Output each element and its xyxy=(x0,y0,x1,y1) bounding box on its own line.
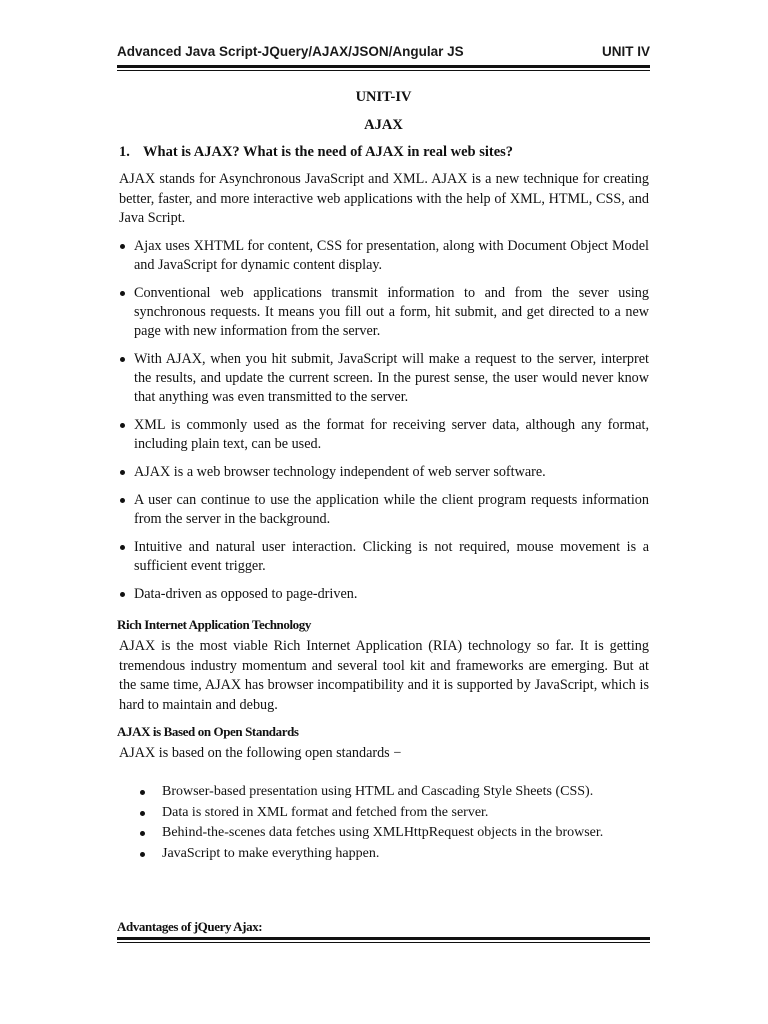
footer-rule-thin xyxy=(117,942,650,943)
list-item-text: Intuitive and natural user interaction. Clicking is not required, mouse movement is a sufficient event trigger. xyxy=(134,539,649,574)
list-item xyxy=(119,585,649,604)
list-item xyxy=(119,463,649,482)
bullet-icon xyxy=(140,811,145,816)
header-rule-thick xyxy=(117,65,650,68)
question-number: 1. xyxy=(119,144,130,160)
list-item xyxy=(139,844,659,865)
intro-paragraph: AJAX stands for Asynchronous JavaScript and XML. AJAX is a new technique for creating better, faster, and more interactive web applications with the help of XML, HTML, CSS, and Java Script. xyxy=(119,171,649,226)
bullet-icon xyxy=(120,498,125,503)
bullet-icon xyxy=(120,423,125,428)
list-item xyxy=(139,803,659,824)
list-item-text: A user can continue to use the application while the client program requests information from the server in the background. xyxy=(134,492,649,527)
topic-heading: AJAX xyxy=(364,117,403,133)
page-header xyxy=(117,42,650,64)
bullet-icon xyxy=(140,790,145,795)
list-item xyxy=(119,491,649,529)
bullet-icon xyxy=(140,831,145,836)
advantages-heading: Advantages of jQuery Ajax: xyxy=(117,919,263,934)
header-unit: UNIT IV xyxy=(601,44,650,59)
footer-rule-thick xyxy=(117,937,650,940)
bullet-icon xyxy=(120,291,125,296)
open-standards-intro: AJAX is based on the following open standards − xyxy=(119,745,402,761)
bullet-icon xyxy=(120,470,125,475)
question-text: What is AJAX? What is the need of AJAX in real web sites? xyxy=(143,144,514,160)
list-item xyxy=(139,823,659,844)
bullet-icon xyxy=(120,357,125,362)
open-standards-heading: AJAX is Based on Open Standards xyxy=(117,724,299,739)
ria-heading: Rich Internet Application Technology xyxy=(117,617,311,632)
bullet-icon xyxy=(120,545,125,550)
list-item xyxy=(119,538,649,576)
list-item-text: Conventional web applications transmit information to and from the sever using synchronous requests. It means you fill out a form, hit submit, and get directed to a new page with new information from the server. xyxy=(134,285,649,339)
bullet-icon xyxy=(120,244,125,249)
list-item-text: Behind-the-scenes data fetches using XMLHttpRequest objects in the browser. xyxy=(162,825,604,840)
list-item-text: AJAX is a web browser technology independent of web server software. xyxy=(134,464,546,480)
question-heading xyxy=(119,144,513,161)
ria-paragraph: AJAX is the most viable Rich Internet Application (RIA) technology so far. It is getting tremendous industry momentum and several tool kit and frameworks are emerging. But at the same time, AJAX has browser incompatibility and it is supported by JavaScript, which is hard to maintain and debug. xyxy=(119,638,649,713)
header-rule-thin xyxy=(117,70,650,71)
list-item-text: Ajax uses XHTML for content, CSS for presentation, along with Document Object Model and JavaScript for dynamic content display. xyxy=(134,238,649,273)
bullet-icon xyxy=(140,852,145,857)
open-standards-list xyxy=(139,782,659,864)
list-item-text: Browser-based presentation using HTML and Cascading Style Sheets (CSS). xyxy=(162,784,594,799)
header-title: Advanced Java Script-JQuery/AJAX/JSON/Angular JS xyxy=(117,44,464,59)
list-item xyxy=(139,782,659,803)
list-item-text: Data is stored in XML format and fetched from the server. xyxy=(162,804,489,820)
list-item-text: JavaScript to make everything happen. xyxy=(162,845,380,861)
bullet-icon xyxy=(120,592,125,597)
list-item-text: With AJAX, when you hit submit, JavaScript will make a request to the server, interpret the results, and update the current screen. In the purest sense, the user would never know that anything was even transmitted to the server. xyxy=(134,351,649,405)
list-item-text: Data-driven as opposed to page-driven. xyxy=(134,586,358,602)
list-item xyxy=(119,237,649,275)
unit-heading: UNIT-IV xyxy=(355,89,412,105)
list-item-text: XML is commonly used as the format for receiving server data, although any format, including plain text, can be used. xyxy=(134,417,649,452)
ajax-bullet-list xyxy=(119,237,649,613)
list-item xyxy=(119,416,649,454)
list-item xyxy=(119,284,649,341)
list-item xyxy=(119,350,649,407)
